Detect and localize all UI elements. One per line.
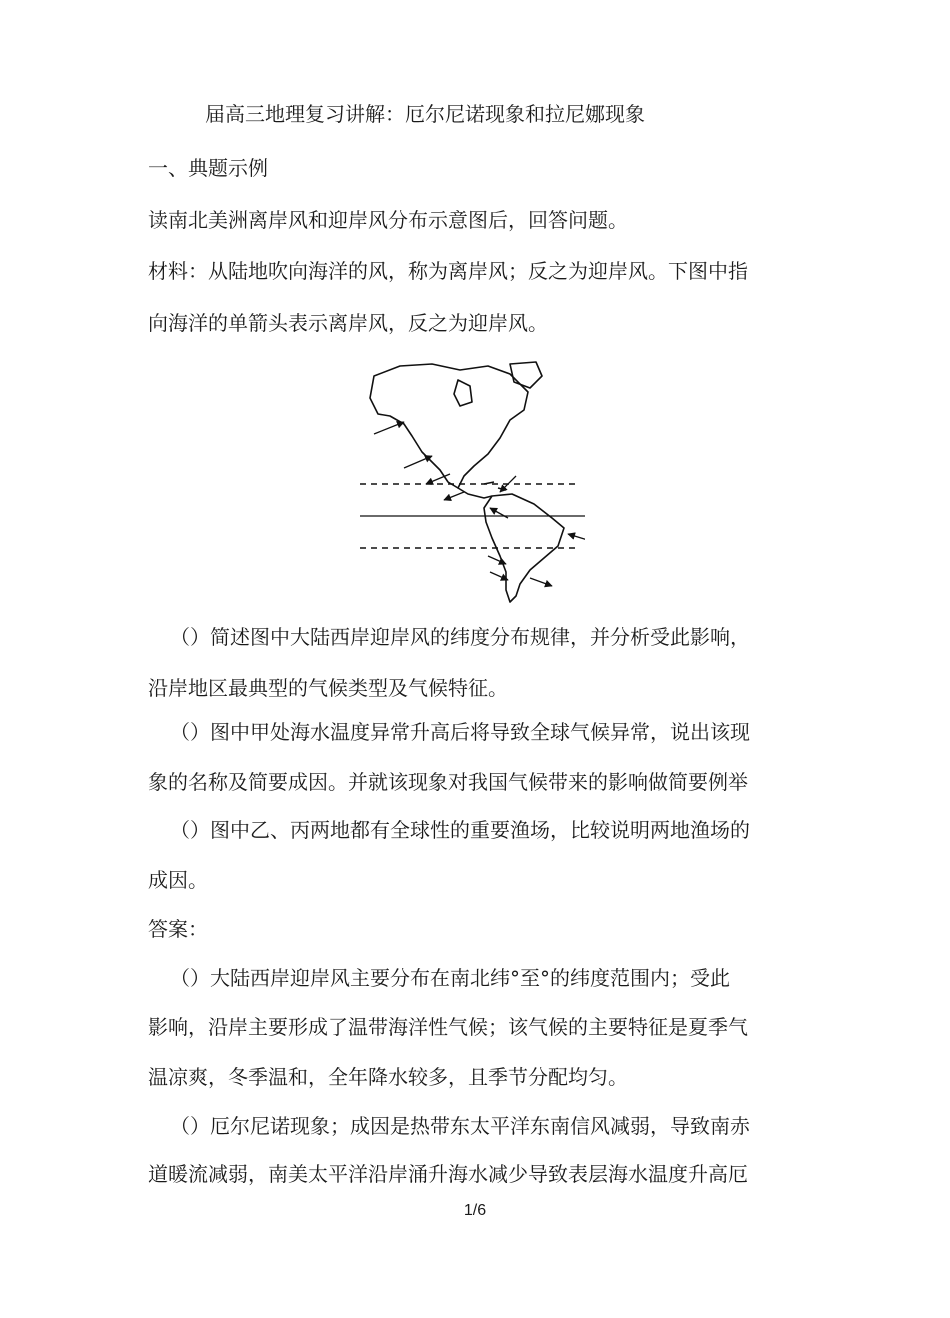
answer-1-line-1: （）大陆西岸迎岸风主要分布在南北纬°至°的纬度范围内；受此 — [170, 966, 730, 990]
question-2-line-2: 象的名称及简要成因。并就该现象对我国气候带来的影响做简要例举 — [148, 770, 748, 794]
material-line-2: 向海洋的单箭头表示离岸风，反之为迎岸风。 — [148, 311, 548, 335]
wind-arrow — [568, 534, 585, 542]
material-line-1: 材料：从陆地吹向海洋的风，称为离岸风；反之为迎岸风。下图中指 — [148, 259, 748, 283]
question-1-line-2: 沿岸地区最典型的气候类型及气候特征。 — [148, 676, 508, 700]
answer-1-line-2: 影响，沿岸主要形成了温带海洋性气候；该气候的主要特征是夏季气 — [148, 1015, 748, 1039]
wind-arrow — [404, 456, 432, 468]
answer-label: 答案： — [148, 917, 208, 941]
answer-1-line-3: 温凉爽，冬季温和，全年降水较多，且季节分配均匀。 — [148, 1065, 628, 1089]
question-3-line-2: 成因。 — [148, 868, 208, 892]
answer-2-line-1: （）厄尔尼诺现象；成因是热带东太平洋东南信风减弱，导致南赤 — [170, 1114, 750, 1138]
wind-arrow — [530, 578, 552, 586]
page-number: 1/6 — [463, 1202, 487, 1219]
intro-text: 读南北美洲离岸风和迎岸风分布示意图后，回答问题。 — [148, 208, 628, 232]
question-3-line-1: （）图中乙、丙两地都有全球性的重要渔场，比较说明两地渔场的 — [170, 818, 750, 842]
question-1-line-1: （）简述图中大陆西岸迎岸风的纬度分布规律，并分析受此影响， — [170, 625, 750, 649]
wind-arrow — [488, 556, 506, 564]
section-heading: 一、典题示例 — [148, 156, 268, 180]
wind-arrow — [374, 422, 404, 434]
hudson-bay — [454, 380, 472, 406]
question-2-line-1: （）图中甲处海水温度异常升高后将导致全球气候异常，说出该现 — [170, 720, 750, 744]
document-title: 届高三地理复习讲解：厄尔尼诺现象和拉尼娜现象 — [205, 102, 645, 126]
answer-2-line-2: 道暖流减弱，南美太平洋沿岸涌升海水减少导致表层海水温度升高厄 — [148, 1162, 748, 1186]
americas-wind-map — [360, 358, 585, 608]
wind-arrow — [444, 492, 464, 500]
greenland — [510, 362, 542, 388]
wind-arrow — [500, 476, 516, 492]
